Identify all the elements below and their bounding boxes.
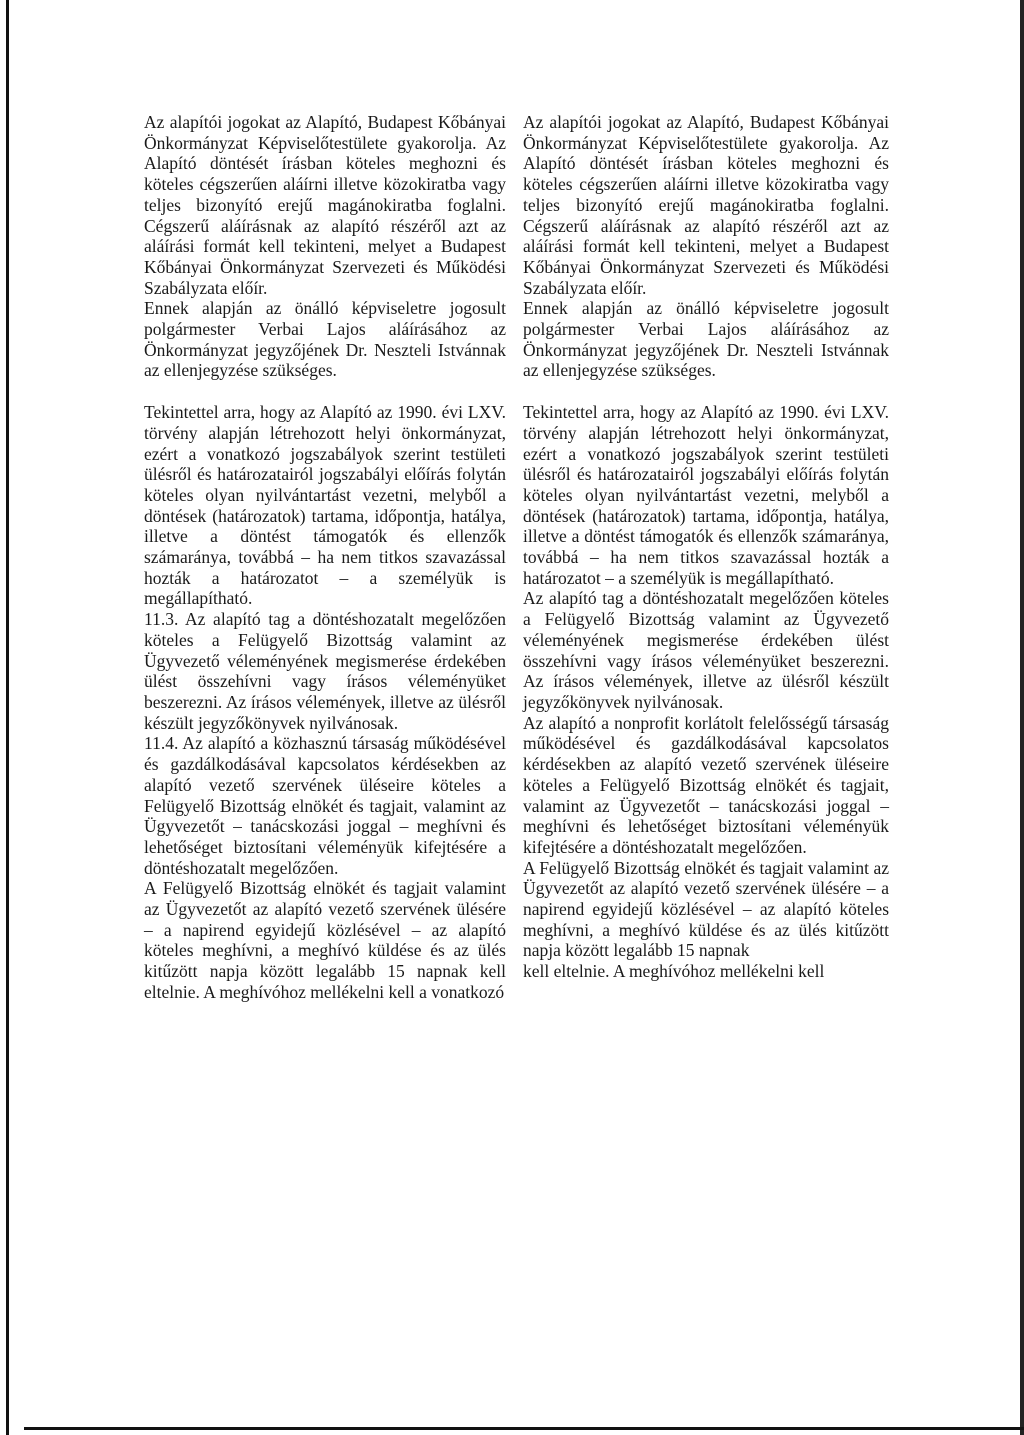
left-paragraph-3: Tekintettel arra, hogy az Alapító az 1990. évi LXV. törvény alapján létrehozott helyi önkormányzat, ezért a vonatkozó jogszabályok szerint testületi ülésről és határozatairól jogszabályi előírás folytán köteles olyan nyilvántartást vezetni, melyből a döntések (határozatok) tartama, időpontja, hatálya, illetve a döntést támogatók és ellenzők számaránya, továbbá – ha nem titkos szavazással hozták a határozatot – a személyük is megállapítható.	[144, 402, 506, 609]
left-paragraph-6: A Felügyelő Bizottság elnökét és tagjait valamint az Ügyvezetőt az alapító vezető szervének ülésére – a napirend egyidejű közlésével – az alapító köteles meghívni, a meghívó küldése és az ülés kitűzött napja között legalább 15 napnak kell eltelnie. A meghívóhoz mellékelni kell a vonatkozó	[144, 878, 506, 1002]
left-paragraph-5: 11.4. Az alapító a közhasznú társaság működésével és gazdálkodásával kapcsolatos kérdésekben az alapító vezető szervének üléseire köteles a Felügyelő Bizottság elnökét és tagjait, valamint az Ügyvezetőt – tanácskozási joggal – meghívni és lehetőséget biztosítani véleményük kifejtésére a döntéshozatalt megelőzően.	[144, 733, 506, 878]
right-column	[523, 112, 889, 982]
right-paragraph-2: Ennek alapján az önálló képviseletre jogosult polgármester Verbai Lajos aláírásához az Önkormányzat jegyzőjének Dr. Neszteli Istvánnak az ellenjegyzése szükséges.	[523, 298, 889, 381]
paragraph-gap	[144, 381, 506, 402]
left-paragraph-2: Ennek alapján az önálló képviseletre jogosult polgármester Verbai Lajos aláírásához az Önkormányzat jegyzőjének Dr. Neszteli Istvánnak az ellenjegyzése szükséges.	[144, 298, 506, 381]
left-paragraph-1: Az alapítói jogokat az Alapító, Budapest Kőbányai Önkormányzat Képviselőtestülete gyakorolja. Az Alapító döntését írásban köteles meghozni és köteles cégszerűen aláírni illetve közokiratba vagy teljes bizonyító erejű magánokiratba foglalni. Cégszerű aláírásnak az alapító részéről azt az aláírási formát kell tekinteni, melyet a Budapest Kőbányai Önkormányzat Szervezeti és Működési Szabályzata előír.	[144, 112, 506, 298]
right-paragraph-1: Az alapítói jogokat az Alapító, Budapest Kőbányai Önkormányzat Képviselőtestülete gyakorolja. Az Alapító döntését írásban köteles meghozni és köteles cégszerűen aláírni illetve közokiratba vagy teljes bizonyító erejű magánokiratba foglalni. Cégszerű aláírásnak az alapító részéről azt az aláírási formát kell tekinteni, melyet a Budapest Kőbányai Önkormányzat Szervezeti és Működési Szabályzata előír.	[523, 112, 889, 298]
right-paragraph-6: A Felügyelő Bizottság elnökét és tagjait valamint az Ügyvezetőt az alapító vezető szervének ülésére – a napirend egyidejű közlésével – az alapító köteles meghívni, a meghívó küldése és az ülés kitűzött napja között legalább 15 napnak	[523, 857, 889, 961]
scan-edge-bottom	[24, 1427, 1024, 1430]
right-paragraph-3: Tekintettel arra, hogy az Alapító az 1990. évi LXV. törvény alapján létrehozott helyi önkormányzat, ezért a vonatkozó jogszabályok szerint testületi ülésről és határozatairól jogszabályi előírás folytán köteles olyan nyilvántartást vezetni, melyből a döntések (határozatok) tartama, időpontja, hatálya, illetve a döntést támogatók és ellenzők számaránya, továbbá – ha nem titkos szavazással hozták a határozatot – a személyük is megállapítható.	[523, 402, 889, 588]
right-paragraph-7: kell eltelnie. A meghívóhoz mellékelni kell	[523, 961, 825, 982]
right-paragraph-5: Az alapító a nonprofit korlátolt felelősségű társaság működésével és gazdálkodásával kapcsolatos kérdésekben az alapító vezető szervének üléseire köteles a Felügyelő Bizottság elnökét és tagjait, valamint az Ügyvezetőt – tanácskozási joggal – meghívni és lehetőséget biztosítani véleményük kifejtésére a döntéshozatalt megelőzően.	[523, 712, 889, 857]
left-paragraph-4: 11.3. Az alapító tag a döntéshozatalt megelőzően köteles a Felügyelő Bizottság valamint az Ügyvezető véleményének megismerése érdekében ülést összehívni vagy írásos véleményüket beszerezni. Az írásos vélemények, illetve az ülésről készült jegyzőkönyvek nyilvánosak.	[144, 609, 506, 733]
scan-edge-left	[6, 0, 9, 1435]
left-column	[144, 112, 506, 1003]
right-paragraph-4: Az alapító tag a döntéshozatalt megelőzően köteles a Felügyelő Bizottság valamint az Ügyvezető véleményének megismerése érdekében ülést összehívni vagy írásos véleményüket beszerezni. Az írásos vélemények, illetve az ülésről készült jegyzőkönyvek nyilvánosak.	[523, 588, 889, 712]
paragraph-gap	[523, 381, 889, 402]
scan-edge-right	[1020, 0, 1024, 1435]
